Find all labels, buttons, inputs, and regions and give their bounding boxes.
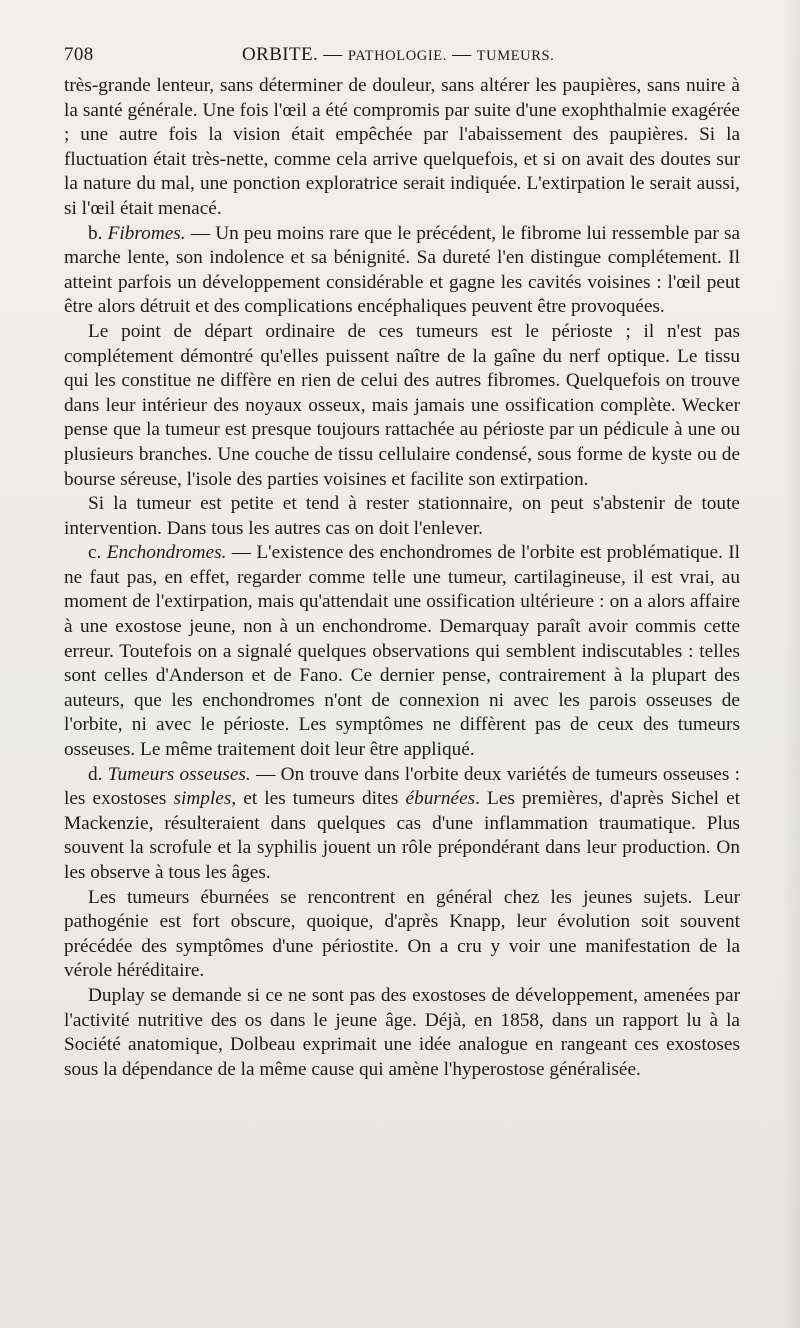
running-head-dash-2: — <box>446 44 477 65</box>
page-body <box>64 74 740 1082</box>
enchondromes-text: — L'existence des enchondromes de l'orbite est problématique. Il ne faut pas, en effet, regarder comme telle une tumeur, cartilagineuse, il est vrai, au moment de l'extirpation, mais qu'attendait une ossification ultérieure : on a alors affaire à une exostose jeune, non à un enchondrome. Demarquay paraît avoir commis cette erreur. Toutefois on a signalé quelques observations qui semblent indiscutables : telles sont celles d'Anderson et de Fano. Ce dernier pense, contrairement à la plupart des auteurs, que les enchondromes n'ont de connexion ni avec les parois osseuses de l'orbite, ni avec le périoste. Les symptômes ne diffèrent pas de ceux des tumeurs osseuses. Le même traitement doit leur être appliqué. <box>64 542 740 761</box>
running-head-dash-1: — <box>318 44 348 65</box>
paragraph-fibromes-treatment: Si la tumeur est petite et tend à rester stationnaire, on peut s'abstenir de toute intervention. Dans tous les autres cas on doit l'enlever. <box>64 493 740 539</box>
osseuses-heading: Tumeurs osseuses. <box>107 763 251 785</box>
paragraph-fibromes <box>64 222 740 320</box>
paragraph-continuation: très-grande lenteur, sans déterminer de douleur, sans altérer les paupières, sans nuire à la santé générale. Une fois l'œil a été compromis par suite d'une exophthalmie exagérée ; une autre fois la vision était empêchée par l'abaissement des paupières. Si la fluctuation était très-nette, comme cela arrive quelquefois, et si on avait des doutes sur la nature du mal, une ponction exploratrice serait indiquée. L'extirpation le serait aussi, si l'œil était menacé. <box>64 75 740 219</box>
paragraph-enchondromes <box>64 541 740 762</box>
page-number: 708 <box>64 44 94 65</box>
fibromes-heading: Fibromes. <box>107 222 186 244</box>
running-head-title: ORBITE. <box>242 44 319 65</box>
enchondromes-label: c. <box>88 542 107 564</box>
osseuses-text-a: — On trouve dans l'orbite deux variétés de tumeurs osseuses : les exostoses <box>64 763 741 810</box>
osseuses-text-b: , et les tumeurs dites <box>231 788 406 810</box>
running-head-subsection: TUMEURS. <box>476 48 555 64</box>
paragraph-duplay: Duplay se demande si ce ne sont pas des exostoses de développement, amenées par l'activité nutritive des os dans le jeune âge. Déjà, en 1858, dans un rapport lu à la Société anatomique, Dolbeau exprimait une idée analogue en rangeant ces exostoses sous la dépendance de la même cause qui amène l'hyperostose généralisée. <box>64 984 740 1080</box>
running-head-section: PATHOLOGIE. <box>347 48 447 64</box>
running-head <box>242 44 554 66</box>
term-eburnees: éburnées <box>405 788 476 810</box>
fibromes-label: b. <box>88 222 108 244</box>
osseuses-text-c: . Les premières, d'après Sichel et Mackenzie, résulteraient dans quelques cas d'une inflammation traumatique. Plus souvent la scrofule et la syphilis jouent un rôle prépondérant dans leur production. On les observe à tous les âges. <box>64 788 741 883</box>
term-simples: simples <box>173 788 232 810</box>
page-edge-shadow <box>782 0 800 1328</box>
paragraph-eburnees: Les tumeurs éburnées se rencontrent en général chez les jeunes sujets. Leur pathogénie est fort obscure, quoique, d'après Knapp, leur évolution soit souvent précédée des symptômes d'une périostite. On a cru y voir une manifestation de la vérole héréditaire. <box>64 886 740 982</box>
paragraph-tumeurs-osseuses <box>64 763 740 886</box>
paragraph-fibromes-origin: Le point de départ ordinaire de ces tumeurs est le périoste ; il n'est pas complétement démontré qu'elles puissent naître de la gaîne du nerf optique. Le tissu qui les constitue ne diffère en rien de celui des autres fibromes. Quelquefois on trouve dans leur intérieur des noyaux osseux, mais jamais une ossification complète. Wecker pense que la tumeur est presque toujours rattachée au périoste par un pédicule à une ou plusieurs branches. Une couche de tissu cellulaire condensé, sous forme de kyste ou de bourse séreuse, l'isole des parties voisines et facilite son extirpation. <box>64 320 740 490</box>
page-header <box>64 44 744 70</box>
enchondromes-heading: Enchondromes. <box>106 542 227 564</box>
osseuses-label: d. <box>88 763 108 785</box>
fibromes-text: — Un peu moins rare que le précédent, le fibrome lui ressemble par sa marche lente, son indolence et sa bénignité. Sa dureté l'en distingue complétement. Il atteint parfois un développement considérable et gagne les cavités voisines : l'œil peut être alors détruit et des complications encéphaliques peuvent être provoquées. <box>64 222 741 318</box>
